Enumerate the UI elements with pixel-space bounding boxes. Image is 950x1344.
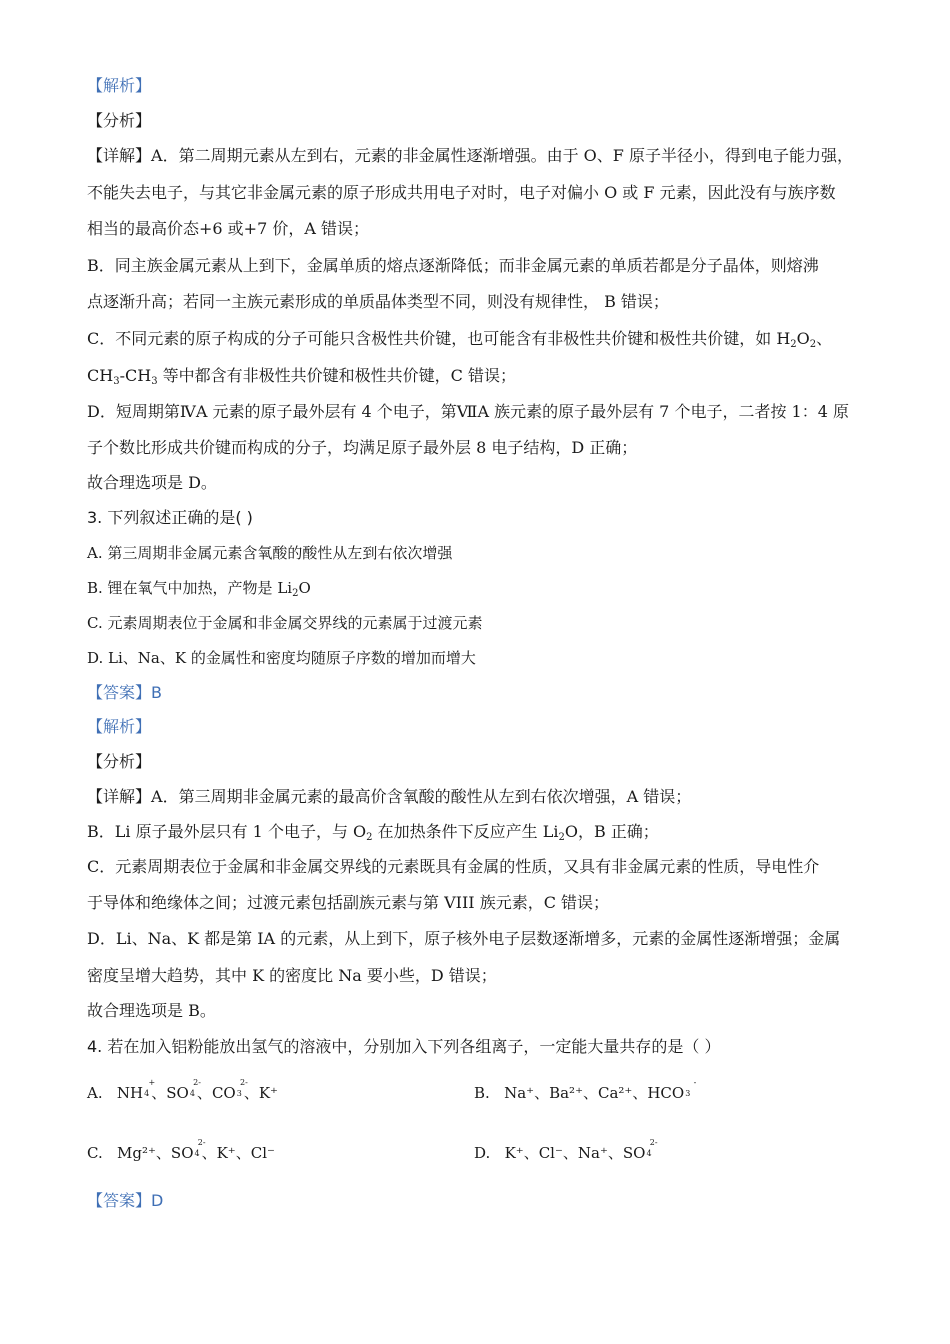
q3-option-b: B. 锂在氧气中加热，产物是 $Li_2O$ — [87, 579, 311, 599]
q3-stem: 3. 下列叙述正确的是( ) — [87, 508, 253, 527]
jiexi-label-2: 【解析】 — [87, 717, 152, 736]
q3-detail-c-line1: C．元素周期表位于金属和非金属交界线的元素既具有金属的性质，又具有非金属元素的性质，导电性介 — [87, 857, 820, 876]
q3-option-d: D. Li、Na、K 的金属性和密度均随原子序数的增加而增大 — [87, 649, 476, 667]
q3-detail-a: 【详解】A．第三周期非金属元素的最高价含氧酸的酸性从左到右依次增强，A 错误； — [87, 787, 692, 806]
q2-detail-b-line2: 点逐渐升高；若同一主族元素形成的单质晶体类型不同，则没有规律性， B 错误； — [87, 292, 669, 311]
q2-detail-a-line2: 不能失去电子，与其它非金属元素的原子形成共用电子对时，电子对偏小 O 或 F 元素，因此没有与族序数 — [87, 183, 836, 202]
q3-option-c: C. 元素周期表位于金属和非金属交界线的元素属于过渡元素 — [87, 614, 483, 632]
jiexi-label-1: 【解析】 — [87, 76, 152, 95]
q4-option-b: B. Na⁺、Ba²⁺、Ca²⁺、HCO3 - — [474, 1078, 697, 1102]
q2-detail-b-line1: B．同主族金属元素从上到下，金属单质的熔点逐渐降低；而非金属元素的单质若都是分子晶体，则熔沸 — [87, 256, 819, 275]
q3-option-a: A. 第三周期非金属元素含氧酸的酸性从左到右依次增强 — [87, 544, 453, 562]
q2-detail-c-line2: $CH_3-CH_3$ 等中都含有非极性共价键和极性共价键，C 错误； — [87, 366, 516, 387]
q3-answer: 【答案】B — [87, 683, 162, 702]
xiangjie-label-1: 【详解】 — [87, 146, 152, 165]
q4-option-d: D. K⁺、Cl⁻、Na⁺、SO4 2- — [474, 1138, 658, 1162]
q2-detail-c-line1: C．不同元素的原子构成的分子可能只含极性共价键，也可能含有非极性共价键和极性共价键，如 $H_2O_2$、 — [87, 329, 833, 350]
q4-option-c: C. Mg²⁺、SO4 2- 、K⁺、Cl⁻ — [87, 1138, 275, 1162]
q4-option-a: A. NH4 + 、SO4 2- 、CO3 2- 、K⁺ — [87, 1078, 278, 1102]
q3-detail-d-line1: D．Li、Na、K 都是第 IA 的元素，从上到下，原子核外电子层数逐渐增多，元素的金属性逐渐增强；金属 — [87, 929, 841, 948]
fenxi-label-1: 【分析】 — [87, 111, 152, 130]
q3-detail-c-line2: 于导体和绝缘体之间；过渡元素包括副族元素与第 VIII 族元素，C 错误； — [87, 893, 610, 912]
q3-detail-b: B．Li 原子最外层只有 1 个电子，与 $O_2$ 在加热条件下反应产生 $Li_2O$，B 正确； — [87, 822, 659, 843]
q2-detail-a-line3: 相当的最高价态+6 或+7 价，A 错误； — [87, 219, 369, 238]
q2-conclusion: 故合理选项是 D。 — [87, 473, 217, 492]
q2-detail-d-line2: 子个数比形成共价键而构成的分子，均满足原子最外层 8 电子结构，D 正确； — [87, 438, 638, 457]
q4-answer: 【答案】D — [87, 1191, 164, 1210]
q2-detail-a-line1: 【详解】A．第二周期元素从左到右，元素的非金属性逐渐增强。由于 O、F 原子半径小，得到电子能力强， — [87, 146, 853, 165]
fenxi-label-2: 【分析】 — [87, 752, 152, 771]
q3-conclusion: 故合理选项是 B。 — [87, 1001, 216, 1020]
q2-detail-d-line1: D．短周期第ⅣA 元素的原子最外层有 4 个电子，第ⅦA 族元素的原子最外层有 7 个电子，二者按 1：4 原 — [87, 402, 849, 421]
q4-stem: 4. 若在加入铝粉能放出氢气的溶液中，分别加入下列各组离子，一定能大量共存的是（ ） — [87, 1037, 721, 1056]
xiangjie-label-2: 【详解】 — [87, 787, 152, 806]
q3-detail-d-line2: 密度呈增大趋势，其中 K 的密度比 Na 要小些，D 错误； — [87, 966, 497, 985]
